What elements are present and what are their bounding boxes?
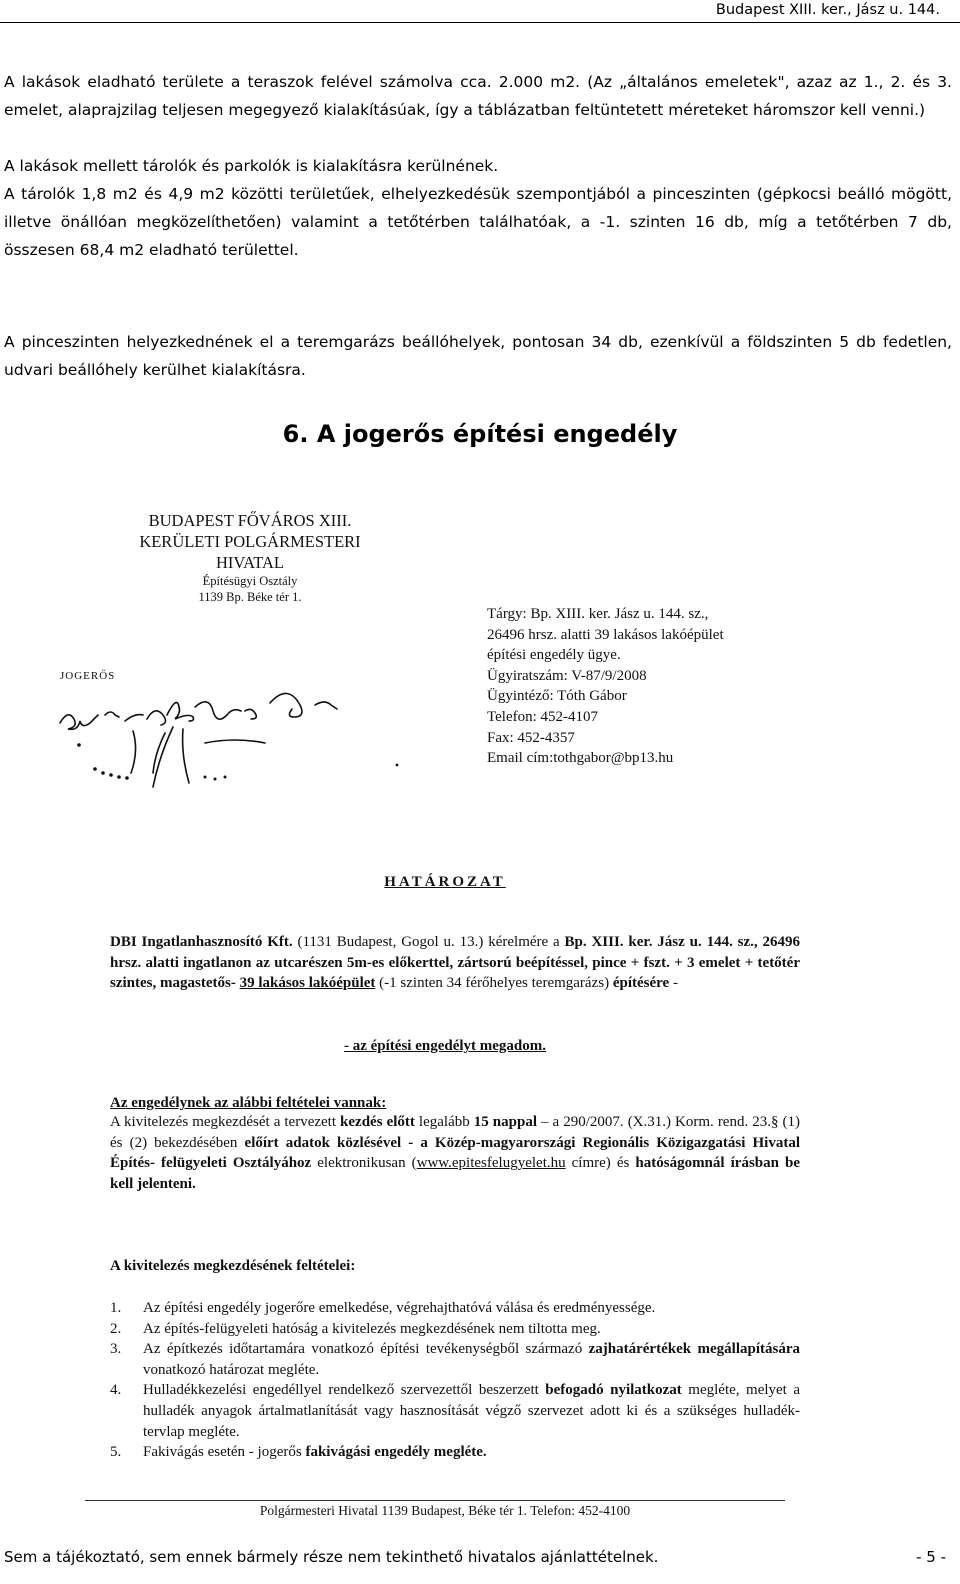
authority-line: HIVATAL (215, 553, 285, 572)
list-item (110, 1298, 800, 1319)
page-footer (4, 1548, 946, 1566)
list-item-text-part: Fakivágás esetén - jogerős (143, 1444, 306, 1461)
decision-text-part: - (669, 975, 678, 992)
list-item-number: 3. (110, 1341, 122, 1358)
list-item (110, 1442, 800, 1463)
reference-line: 26496 hrsz. alatti 39 lakásos lakóépület (487, 626, 724, 643)
conditions-heading: Az engedélynek az alábbi feltételei vannak: (110, 1095, 387, 1111)
list-item (110, 1319, 800, 1340)
list-item-text-part: zajhatárértékek megállapítására (588, 1341, 800, 1358)
case-reference (487, 604, 724, 769)
property-description: Bp. XIII. ker. Jász u. 144. sz., 26496 hrsz. alatti ingatlanon az utcarészen 5m-es előkerttel, zártsorú beépítéssel, pince + fszt. + 3 emelet + tetőtér szintes, magastetős- (110, 934, 800, 992)
letter-footer-rule (85, 1500, 785, 1501)
list-item (110, 1380, 800, 1442)
decision-text-part: (-1 szinten 34 férőhelyes teremgarázs) (375, 975, 613, 992)
reference-line: építési engedély ügye. (487, 647, 621, 664)
issuing-authority (110, 510, 390, 605)
building-type: 39 lakásos lakóépület (239, 975, 376, 992)
reference-line: Ügyiratszám: V-87/9/2008 (487, 667, 647, 684)
conditions-text-part: előírt adatok közlésével - a Közép-magyarországi Regionális Közigazgatási Hivatal Építés- felügyeleti Osztályához (110, 1134, 800, 1172)
reference-line: Tárgy: Bp. XIII. ker. Jász u. 144. sz., (487, 606, 709, 622)
paragraph-storage-intro: A lakások mellett tárolók és parkolók is kialakításra kerülnének. (4, 157, 499, 175)
authority-line: BUDAPEST FŐVÁROS XIII. (148, 511, 352, 530)
decision-text-part: építésére (612, 975, 670, 992)
permit-granted: - az építési engedélyt megadom. (343, 1038, 547, 1054)
section-title: 6. A jogerős építési engedély (282, 420, 678, 448)
paragraph-storage-details: A tárolók 1,8 m2 és 4,9 m2 közötti területűek, elhelyezkedésük szempontjából a pinceszinten (gépkocsi beálló mögött, illetve önállóan megközelíthetően) valamint a tetőtérben találhatóak, a -1. szinten 16 db, míg a tetőtérben 7 db, összesen 68,4 m2 eladható területtel. (4, 185, 952, 259)
list-item-text-part: befogadó nyilatkozat (545, 1382, 682, 1399)
list-item-text (143, 1442, 800, 1463)
applicant-name: DBI Ingatlanhasznosító Kft. (110, 934, 293, 950)
conditions-text-part: címre) és (565, 1155, 636, 1172)
list-item-number: 5. (110, 1444, 122, 1461)
authority-address: 1139 Bp. Béke tér 1. (198, 590, 302, 604)
list-item-text-part: vonatkozó határozat megléte. (143, 1361, 320, 1378)
list-item (110, 1339, 800, 1380)
reference-line: Email cím:tothgabor@bp13.hu (487, 750, 674, 767)
list-item-text (143, 1339, 800, 1380)
header-rule (0, 22, 960, 23)
conditions-text-part: hatóságomnál írásban be kell jelenteni. (110, 1155, 801, 1192)
conditions-text-part: 15 nappal (473, 1114, 537, 1130)
list-item-text-part: Hulladékkezelési engedéllyel rendelkező szervezettől beszerzett (143, 1382, 546, 1399)
reference-line: Fax: 452-4357 (487, 729, 575, 746)
reference-line: Telefon: 452-4107 (487, 708, 599, 725)
reference-line: Ügyintéző: Tóth Gábor (487, 688, 627, 705)
authority-department: Építésügyi Osztály (202, 574, 298, 588)
conditions-text-part: elektronikusan ( (311, 1155, 417, 1172)
decision-text-part: (1131 Budapest, Gogol u. 13.) kérelmére a (292, 934, 565, 950)
list-item-text-part: Az építkezés időtartamára vonatkozó építési tevékenységből származó (143, 1341, 589, 1358)
conditions-text-part: – a 290/2007. (X.31.) Korm. rend. 23.§ (1) és (2) bekezdésében (110, 1114, 801, 1151)
list-item-text-part: fakivágási engedély megléte. (305, 1444, 487, 1461)
list-item-number: 4. (110, 1382, 122, 1399)
legal-force-stamp: JOGERŐS (60, 670, 116, 682)
disclaimer: Sem a tájékoztató, sem ennek bármely része nem tekinthető hivatalos ajánlattételnek. (4, 1548, 659, 1566)
conditions-text-part: A kivitelezés megkezdését a tervezett (110, 1114, 341, 1130)
authority-line: KERÜLETI POLGÁRMESTERI (139, 532, 361, 551)
website-link: www.epitesfelugyelet.hu (416, 1155, 566, 1172)
list-item-text: Az építés-felügyeleti hatóság a kivitelezés megkezdésének nem tiltotta meg. (143, 1320, 601, 1337)
list-item-text-part: megléte, melyet a hulladék anyagok ártalmatlanítását vagy hasznosítását végző szervezet adott ki és a szükséges hulladék-tervlap megléte. (143, 1382, 801, 1440)
page-number: - 5 - (916, 1548, 946, 1566)
decision-text (110, 932, 800, 994)
list-item-text: Az építési engedély jogerőre emelkedése, végrehajthatóvá válása és eredményessége. (143, 1300, 656, 1316)
list-item-text (143, 1380, 800, 1442)
scanned-permit (0, 500, 960, 1540)
conditions-text (110, 1112, 800, 1194)
list-item-number: 2. (110, 1320, 122, 1337)
handwritten-signature-icon (55, 685, 405, 795)
start-conditions-list (110, 1298, 800, 1463)
list-item-number: 1. (110, 1300, 122, 1316)
conditions-text-part: kezdés előtt (340, 1114, 415, 1130)
letter-footer-address: Polgármesteri Hivatal 1139 Budapest, Béke tér 1. Telefon: 452-4100 (259, 1503, 631, 1518)
conditions-text-part: legalább (414, 1114, 474, 1130)
paragraph-area: A lakások eladható területe a teraszok felével számolva cca. 2.000 m2. (Az „általános emeletek", azaz az 1., 2. és 3. emelet, alaprajzilag teljesen megegyező kialakításúak, így a táblázatban feltüntetett méreteket háromszor kell venni.) (4, 73, 952, 119)
decision-title: HATÁROZAT (384, 874, 506, 890)
page-header: Budapest XIII. ker., Jász u. 144. (715, 2, 940, 18)
start-conditions-heading: A kivitelezés megkezdésének feltételei: (110, 1258, 356, 1274)
paragraph-parking: A pinceszinten helyezkednének el a teremgarázs beállóhelyek, pontosan 34 db, ezenkívül a földszinten 5 db fedetlen, udvari beállóhely kerülhet kialakításra. (4, 333, 952, 379)
